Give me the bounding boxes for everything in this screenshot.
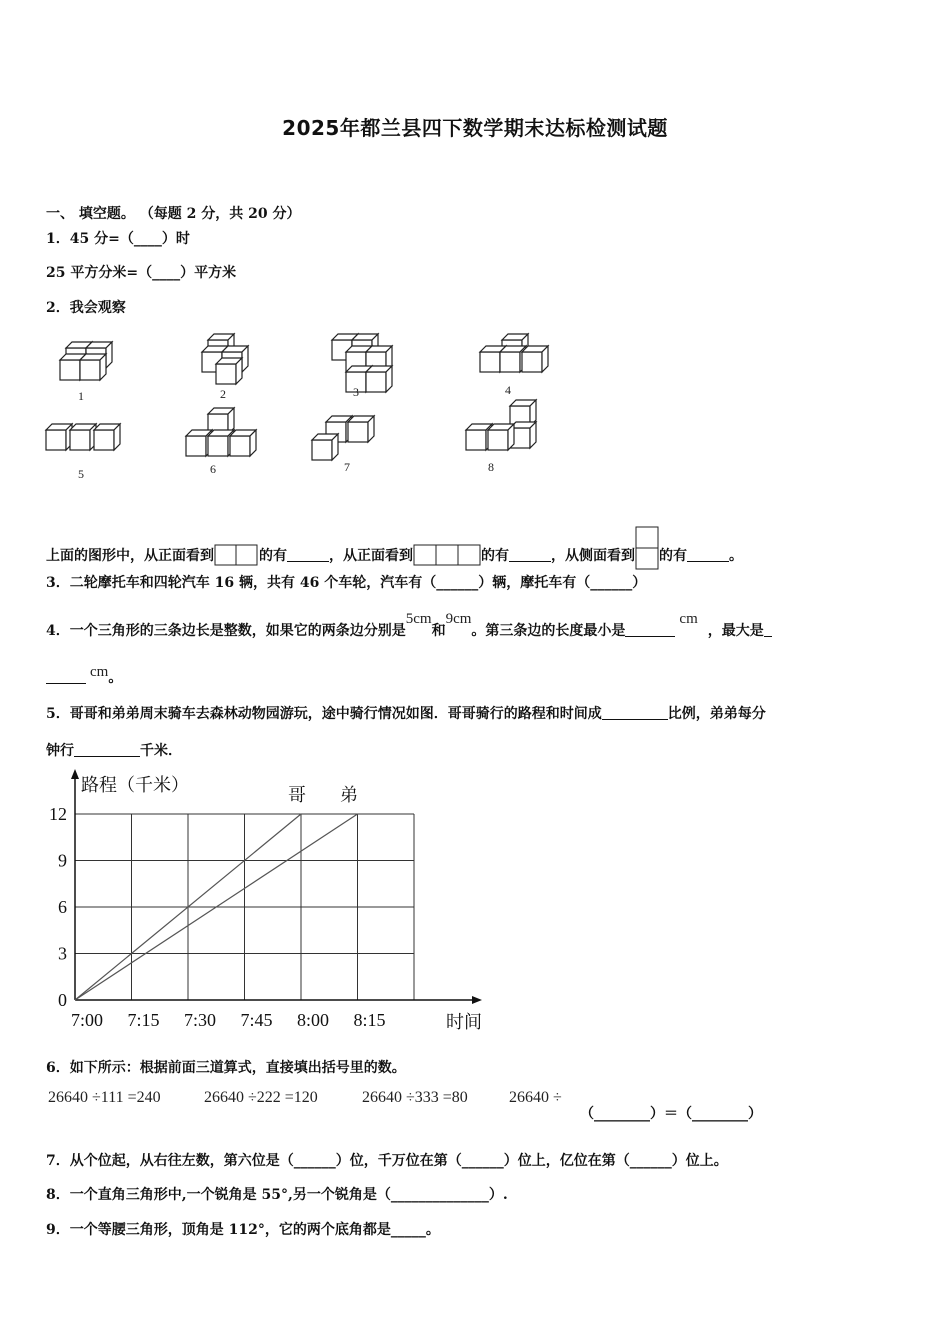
figure-2-label: 2 xyxy=(220,387,226,401)
q2-text-6: 的有 xyxy=(659,548,687,564)
y-axis-arrow xyxy=(71,769,79,779)
q2-blank-3[interactable] xyxy=(687,547,729,562)
q4-unit-2: cm xyxy=(90,664,109,680)
figure-5 xyxy=(46,424,120,481)
figure-8-label: 8 xyxy=(488,460,494,474)
q6-equation-3: 26640 ÷333 =80 xyxy=(362,1089,468,1106)
figure-1-label: 1 xyxy=(78,389,84,403)
q5-blank-2[interactable] xyxy=(74,742,140,757)
distance-time-chart xyxy=(40,765,482,1035)
x-tick-label: 7:45 xyxy=(240,1010,273,1030)
q2-end: 。 xyxy=(729,548,743,564)
x-tick-label: 7:30 xyxy=(183,1010,217,1030)
figure-1 xyxy=(60,342,112,403)
x-tick-label: 7:00 xyxy=(70,1010,104,1030)
figure-8 xyxy=(466,400,536,474)
x-tick-label: 7:15 xyxy=(127,1010,160,1030)
x-tick-label: 8:00 xyxy=(296,1010,330,1030)
section-heading: 一、 填空题。 （每题 2 分，共 20 分） xyxy=(46,206,301,222)
series-label-di: 弟 xyxy=(340,785,358,806)
question-4 xyxy=(46,611,772,640)
q4-blank-max-a[interactable] xyxy=(764,622,772,637)
y-tick-label: 3 xyxy=(58,943,67,964)
q4-and: 和 xyxy=(431,623,446,639)
question-1b: 25 平方分米=（____）平方米 xyxy=(46,265,237,281)
q4-text-3: ，最大是 xyxy=(707,623,764,639)
q2-text-1: 上面的图形中，从正面看到 xyxy=(46,548,214,564)
side-view-two-squares xyxy=(635,526,659,570)
figure-7 xyxy=(312,416,374,474)
q2-text-3: ，从正面看到 xyxy=(329,548,413,564)
page-title: 2025年都兰县四下数学期末达标检测试题 xyxy=(282,116,668,140)
q6-equation-4: 26640 ÷ xyxy=(509,1089,562,1106)
y-axis-label: 路程（千米） xyxy=(81,775,189,796)
figure-6-label: 6 xyxy=(210,462,216,476)
question-5 xyxy=(46,703,766,723)
q5-blank-1[interactable] xyxy=(602,705,668,720)
q6-answer-blank[interactable]: （________）＝（________） xyxy=(580,1106,762,1122)
q6-equation-1: 26640 ÷111 =240 xyxy=(48,1089,161,1106)
q2-text-4: 的有 xyxy=(481,548,509,564)
q4-blank-max-b[interactable] xyxy=(46,669,86,684)
series-label-ge: 哥 xyxy=(288,785,306,806)
figure-3-label: 3 xyxy=(353,385,359,399)
cube-figures xyxy=(40,330,580,490)
y-tick-label: 6 xyxy=(58,897,67,917)
q4-value-2: 9cm xyxy=(445,611,472,627)
q2-blank-2[interactable] xyxy=(509,547,551,562)
question-7: 7．从个位起，从右往左数，第六位是（______）位，千万位在第（______）位上，亿位在第（______）位上。 xyxy=(46,1153,728,1169)
x-axis-label: 时间 xyxy=(446,1012,482,1033)
q6-equation-2: 26640 ÷222 =120 xyxy=(204,1089,318,1106)
y-tick-label: 12 xyxy=(49,804,67,824)
x-tick-label: 8:15 xyxy=(353,1010,386,1030)
figure-4 xyxy=(480,334,548,397)
question-3: 3．二轮摩托车和四轮汽车 16 辆，共有 46 个车轮，汽车有（______）辆，摩托车有（______） xyxy=(46,575,647,591)
x-axis-arrow xyxy=(472,996,482,1004)
q4-value-1: 5cm xyxy=(405,611,432,627)
front-view-two-squares xyxy=(214,544,259,566)
y-tick-label: 0 xyxy=(58,990,67,1010)
q4-text-1: 4．一个三角形的三条边长是整数，如果它的两条边分别是 xyxy=(46,623,406,639)
q2-text-2: 的有 xyxy=(259,548,287,564)
q4-end: 。 xyxy=(108,670,123,686)
question-6-label: 6．如下所示：根据前面三道算式，直接填出括号里的数。 xyxy=(46,1060,406,1076)
figure-3 xyxy=(332,334,392,399)
figure-7-label: 7 xyxy=(344,460,350,474)
question-5-cont xyxy=(46,740,182,760)
q4-unit-1: cm xyxy=(679,611,698,627)
question-4-cont xyxy=(46,664,123,687)
y-tick-label: 9 xyxy=(58,850,67,871)
figure-4-label: 4 xyxy=(505,383,511,397)
q5-text-3: 钟行 xyxy=(46,743,74,759)
question-1a: 1．45 分=（____）时 xyxy=(46,231,190,247)
figure-6 xyxy=(186,408,256,476)
question-8: 8．一个直角三角形中,一个锐角是 55°,另一个锐角是（______________）. xyxy=(46,1187,508,1203)
q4-text-2: 。第三条边的长度最小是 xyxy=(471,623,626,639)
question-2-label: 2．我会观察 xyxy=(46,300,126,316)
figure-2 xyxy=(202,334,248,401)
figure-5-label: 5 xyxy=(78,467,84,481)
q2-text-5: ，从侧面看到 xyxy=(551,548,635,564)
question-2-text xyxy=(46,526,743,570)
q2-blank-1[interactable] xyxy=(287,547,329,562)
question-9: 9．一个等腰三角形，顶角是 112°，它的两个底角都是_____。 xyxy=(46,1222,440,1238)
q4-blank-min[interactable] xyxy=(625,622,675,637)
q5-text-1: 5．哥哥和弟弟周末骑车去森林动物园游玩，途中骑行情况如图．哥哥骑行的路程和时间成 xyxy=(46,706,602,722)
front-view-three-squares xyxy=(413,544,481,566)
q5-text-2: 比例，弟弟每分 xyxy=(667,706,766,722)
q5-text-4: 千米． xyxy=(140,743,182,759)
